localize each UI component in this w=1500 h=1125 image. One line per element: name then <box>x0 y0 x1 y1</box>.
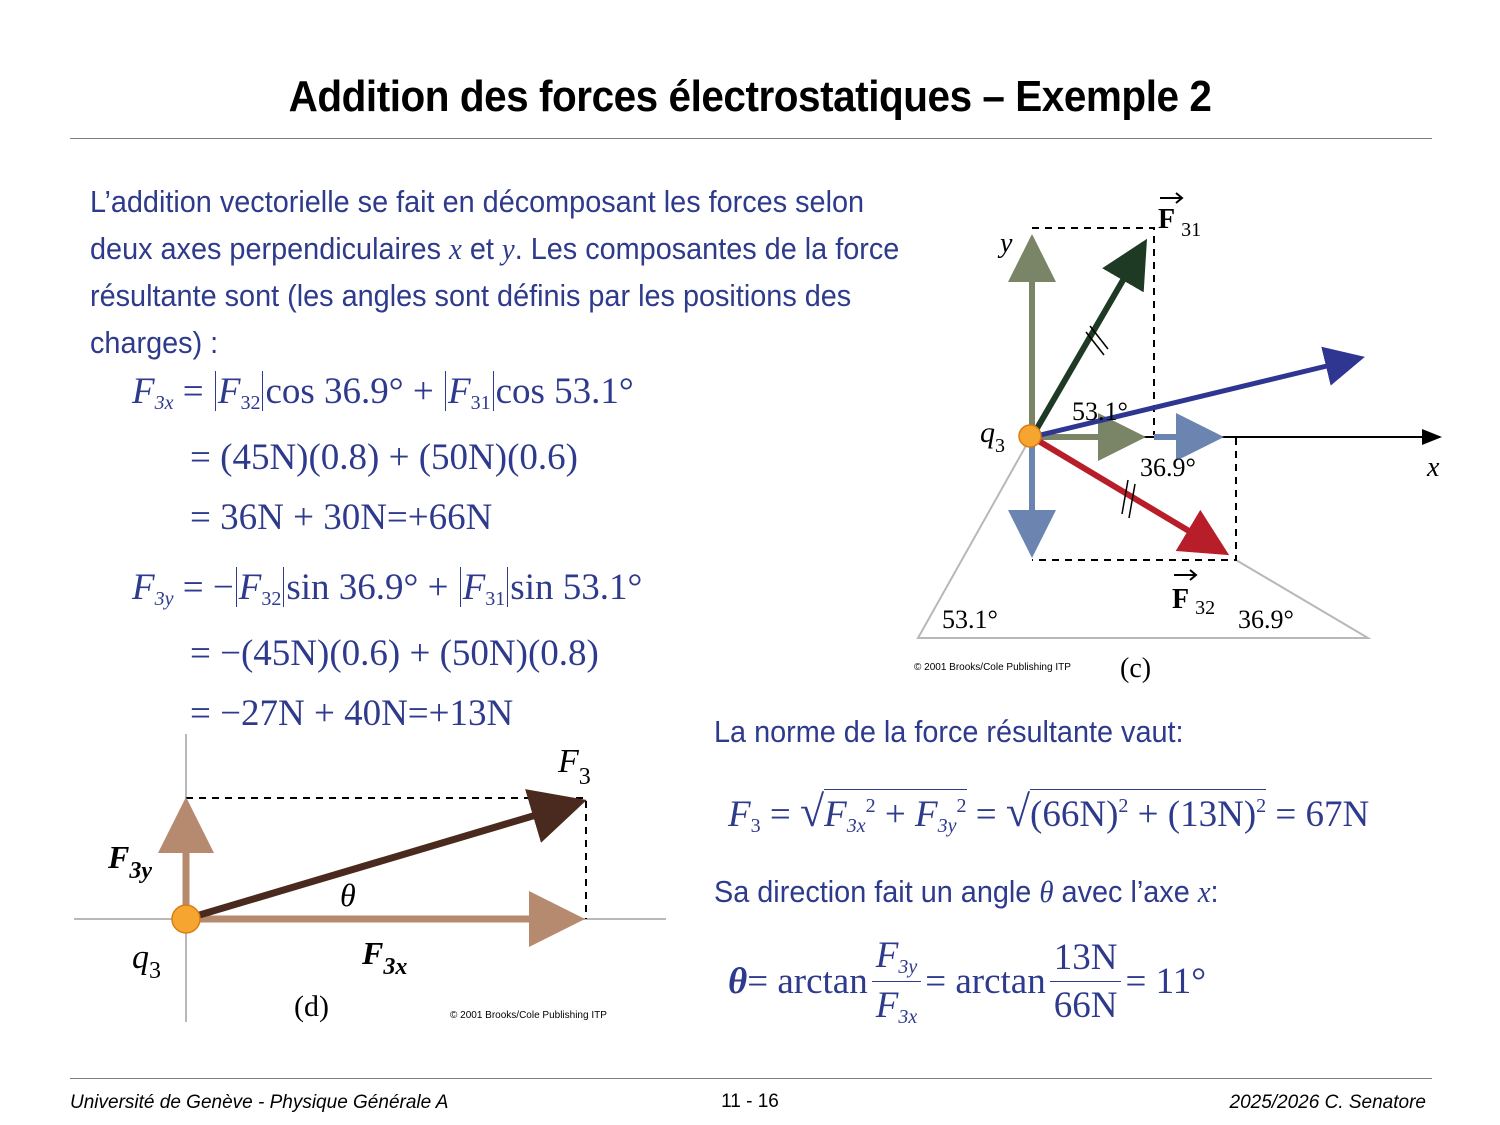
figure-d-caption: (d) <box>294 990 329 1023</box>
f32-vector-arrow-icon <box>1174 570 1196 580</box>
footer-right: 2025/2026 C. Senatore <box>1229 1092 1426 1113</box>
figure-d-copyright: © 2001 Brooks/Cole Publishing ITP <box>450 1010 607 1021</box>
eq-norm: $F_3 = √F_{3x}^2 + F_{3y}^2 = √(66N)^2 + (13N)^2 = 67N$ <box>728 787 1370 837</box>
q3-label: $q_3$ <box>132 939 161 984</box>
f31-vector-arrow-icon <box>1160 193 1182 203</box>
angle-label-53-lower: 53.1° <box>942 605 998 634</box>
eq-direction: θ = arctan $\frac{F_{3y}}{F_{3x}}$ = arctan $\frac{13N}{66N}$ = 11° <box>728 935 1206 1028</box>
f3x-label: $F_{3x}$ <box>362 935 408 980</box>
eq-f3x-line2: = (45N)(0.8) + (50N)(0.6) <box>190 437 578 478</box>
charge-q3-dot <box>172 905 200 933</box>
intro-x: x <box>449 231 462 266</box>
figure-c-vector-diagram <box>900 180 1470 690</box>
y-axis-label: y <box>1000 228 1013 259</box>
direction-text: Sa direction fait un angle θ avec l’axe x: <box>714 874 1219 909</box>
intro-et: et <box>461 231 502 266</box>
angle-label-53-upper: 53.1° <box>1072 397 1128 426</box>
intro-paragraph <box>90 178 927 366</box>
eq-f3y-line2: = −(45N)(0.6) + (50N)(0.8) <box>190 633 599 674</box>
charge-q3-dot <box>1019 425 1041 447</box>
f3y-label: $F_{3y}$ <box>108 839 152 884</box>
figure-d-resultant-diagram <box>70 730 680 1030</box>
norm-text: La norme de la force résultante vaut: <box>714 714 1184 749</box>
f3-arrow <box>186 802 580 919</box>
figure-c-copyright: © 2001 Brooks/Cole Publishing ITP <box>914 662 1071 673</box>
figure-c-caption: (c) <box>1120 653 1152 684</box>
x-axis-label: x <box>1427 452 1440 483</box>
fraction-f3y-f3x: $\frac{F_{3y}}{F_{3x}}$ <box>872 934 922 1029</box>
theta-label: θ <box>340 877 356 913</box>
q3-label: $q_3$ <box>980 416 1005 457</box>
f3-label: $F_3$ <box>558 743 591 790</box>
eq-f3y-line3: = −27N + 40N=+13N <box>190 693 514 734</box>
f31-label: F $_{31}$ <box>1158 204 1202 241</box>
fraction-13n-66n: $\frac{13N}{66N}$ <box>1050 936 1122 1027</box>
angle-label-36-upper: 36.9° <box>1140 453 1196 482</box>
footer-divider <box>70 1078 1432 1079</box>
angle-label-36-lower: 36.9° <box>1238 605 1294 634</box>
eq-f3x-line3: = 36N + 30N=+66N <box>190 497 493 538</box>
page-number: 11 - 16 <box>721 1091 779 1112</box>
f32-label: F $_{32}$ <box>1172 584 1216 619</box>
intro-part2: . Les composantes de la force résultante sont (les angles sont définis par les positions des charges) : <box>90 231 900 360</box>
slide-title: Addition des forces électrostatiques – Exemple 2 <box>288 72 1212 121</box>
eq-f3y-line1: $F_{3y}$ = − $F_{32}$ $\sin 36.9^\circ + F_{31}$ sin 53.1° <box>132 567 643 610</box>
title-divider <box>70 138 1432 139</box>
intro-y: y <box>501 231 515 266</box>
footer-left: Université de Genève - Physique Générale A <box>70 1092 449 1113</box>
eq-f3x-line1: $F_{3x} = F_{32}$ $\cos 36.9^\circ + F_{31}$ cos 53.1° <box>132 371 634 414</box>
intro-part1: L’addition vectorielle se fait en décomposant les forces selon deux axes perpendiculaires <box>90 184 865 266</box>
